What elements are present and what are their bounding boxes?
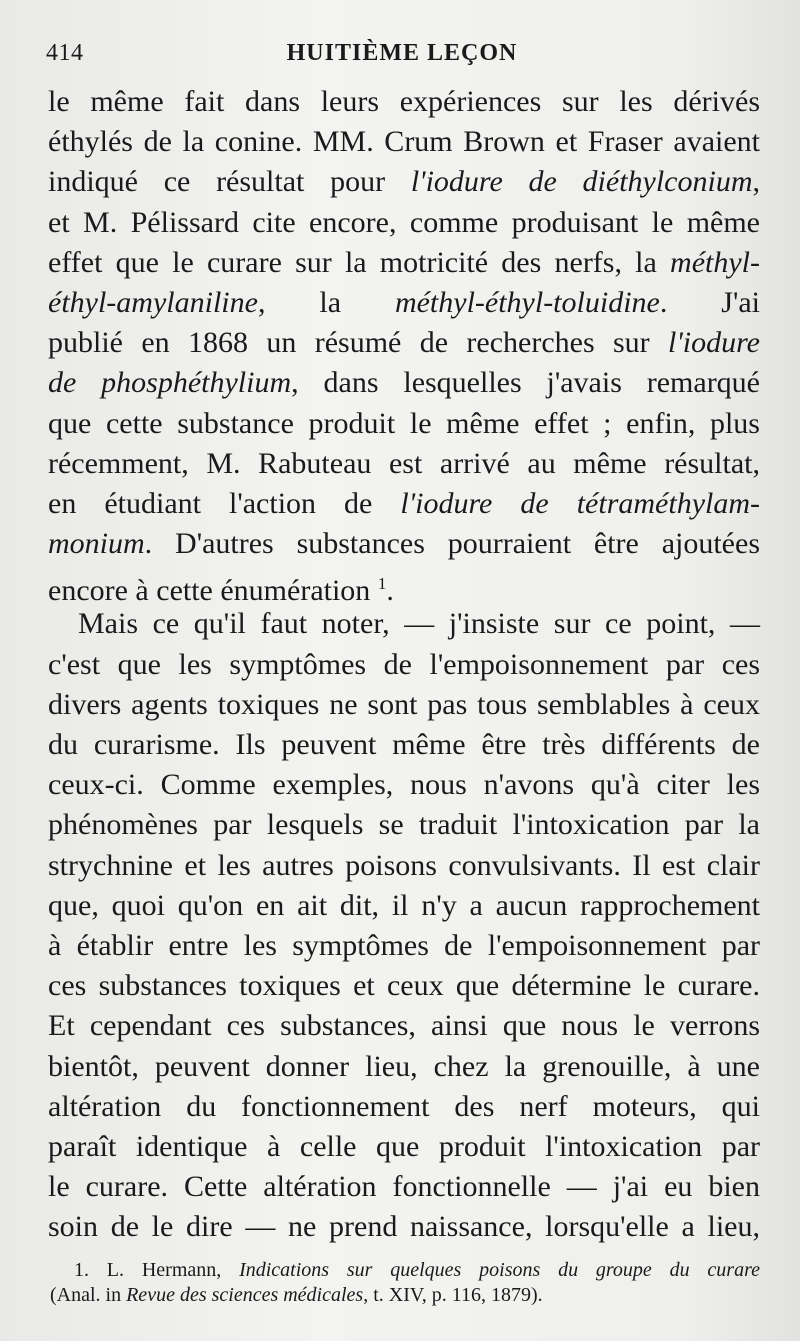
text-line: effet que le curare sur la motricité des nerfs, la méthyl- — [48, 245, 760, 279]
italic-term: méthyl-éthyl-toluidine — [394, 285, 660, 319]
running-title: HUITIÈME LEÇON — [286, 40, 518, 66]
footnote-marker[interactable]: 1 — [377, 574, 387, 594]
text-line: paraît identique à celle que produit l'intoxication par — [48, 1129, 760, 1163]
text-line: monium. D'autres substances pourraient être ajoutées — [48, 527, 760, 561]
text-line: ces substances toxiques et ceux que détermine le curare. — [48, 969, 760, 1003]
text-line: à établir entre les symptômes de l'empoisonnement par — [48, 928, 760, 962]
footnote-line: 1. L. Hermann, Indications sur quelques poisons du groupe du curare — [74, 1259, 760, 1281]
text-line: le même fait dans leurs expériences sur les dérivés — [48, 85, 760, 118]
italic-term: méthyl- — [670, 245, 760, 279]
text-line: et M. Pélissard cite encore, comme produisant le même — [48, 205, 760, 239]
text-line: divers agents toxiques ne sont pas tous semblables à ceux — [48, 687, 760, 721]
text-line: que cette substance produit le même effet ; enfin, plus — [48, 406, 760, 440]
text-line: ceux-ci. Comme exemples, nous n'avons qu'à citer les — [48, 768, 760, 802]
text-line: de phosphéthylium, dans lesquelles j'avais remarqué — [48, 366, 761, 400]
text-line: altération du fonctionnement des nerf moteurs, qui — [48, 1089, 760, 1123]
text-line: bientôt, peuvent donner lieu, chez la grenouille, à une — [48, 1049, 760, 1083]
text-line: récemment, M. Rabuteau est arrivé au même résultat, — [48, 446, 760, 480]
page-header — [46, 40, 758, 72]
page-number: 414 — [46, 40, 84, 66]
text-line: soin de le dire — ne prend naissance, lorsqu'elle a lieu, — [48, 1210, 760, 1244]
italic-term: éthyl-amylaniline — [48, 285, 258, 319]
italic-term: l'iodure de tétraméthylam- — [400, 486, 761, 520]
paragraph-first-line: Mais ce qu'il faut noter, — j'insiste sur ce point, — — [78, 607, 760, 641]
text-line: encore à cette énumération $^1$. — [48, 574, 394, 608]
text-line: publié en 1868 un résumé de recherches sur l'iodure — [48, 326, 760, 360]
text-line: le curare. Cette altération fonctionnelle — j'ai eu bien — [48, 1170, 760, 1204]
text-line: du curarisme. Ils peuvent même être très différents de — [48, 728, 760, 761]
text-line: éthylés de la conine. MM. Crum Brown et Fraser avaient — [48, 125, 760, 159]
body-text — [48, 82, 760, 1247]
italic-term: de phosphéthylium — [48, 366, 292, 400]
footnote-line: (Anal. in Revue des sciences médicales, t. XIV, p. 116, 1879). — [50, 1284, 543, 1306]
text-line: éthyl-amylaniline, la méthyl-éthyl-toluidine. J'ai — [48, 285, 760, 319]
text-line: Et cependant ces substances, ainsi que nous le verrons — [48, 1009, 760, 1043]
italic-term: monium — [48, 527, 145, 561]
text-line: strychnine et les autres poisons convulsivants. Il est clair — [48, 848, 760, 882]
italic-term: l'iodure — [668, 326, 760, 360]
text-line: que, quoi qu'on en ait dit, il n'y a aucun rapprochement — [48, 888, 760, 922]
text-line: indiqué ce résultat pour l'iodure de diéthylconium, — [48, 165, 760, 199]
footnote — [50, 1258, 760, 1308]
text-line: phénomènes par lesquels se traduit l'intoxication par la — [48, 808, 760, 842]
text-line: en étudiant l'action de l'iodure de tétraméthylam- — [48, 486, 761, 520]
italic-term: l'iodure de diéthylconium — [410, 165, 753, 199]
text-line: c'est que les symptômes de l'empoisonnement par ces — [48, 647, 760, 681]
